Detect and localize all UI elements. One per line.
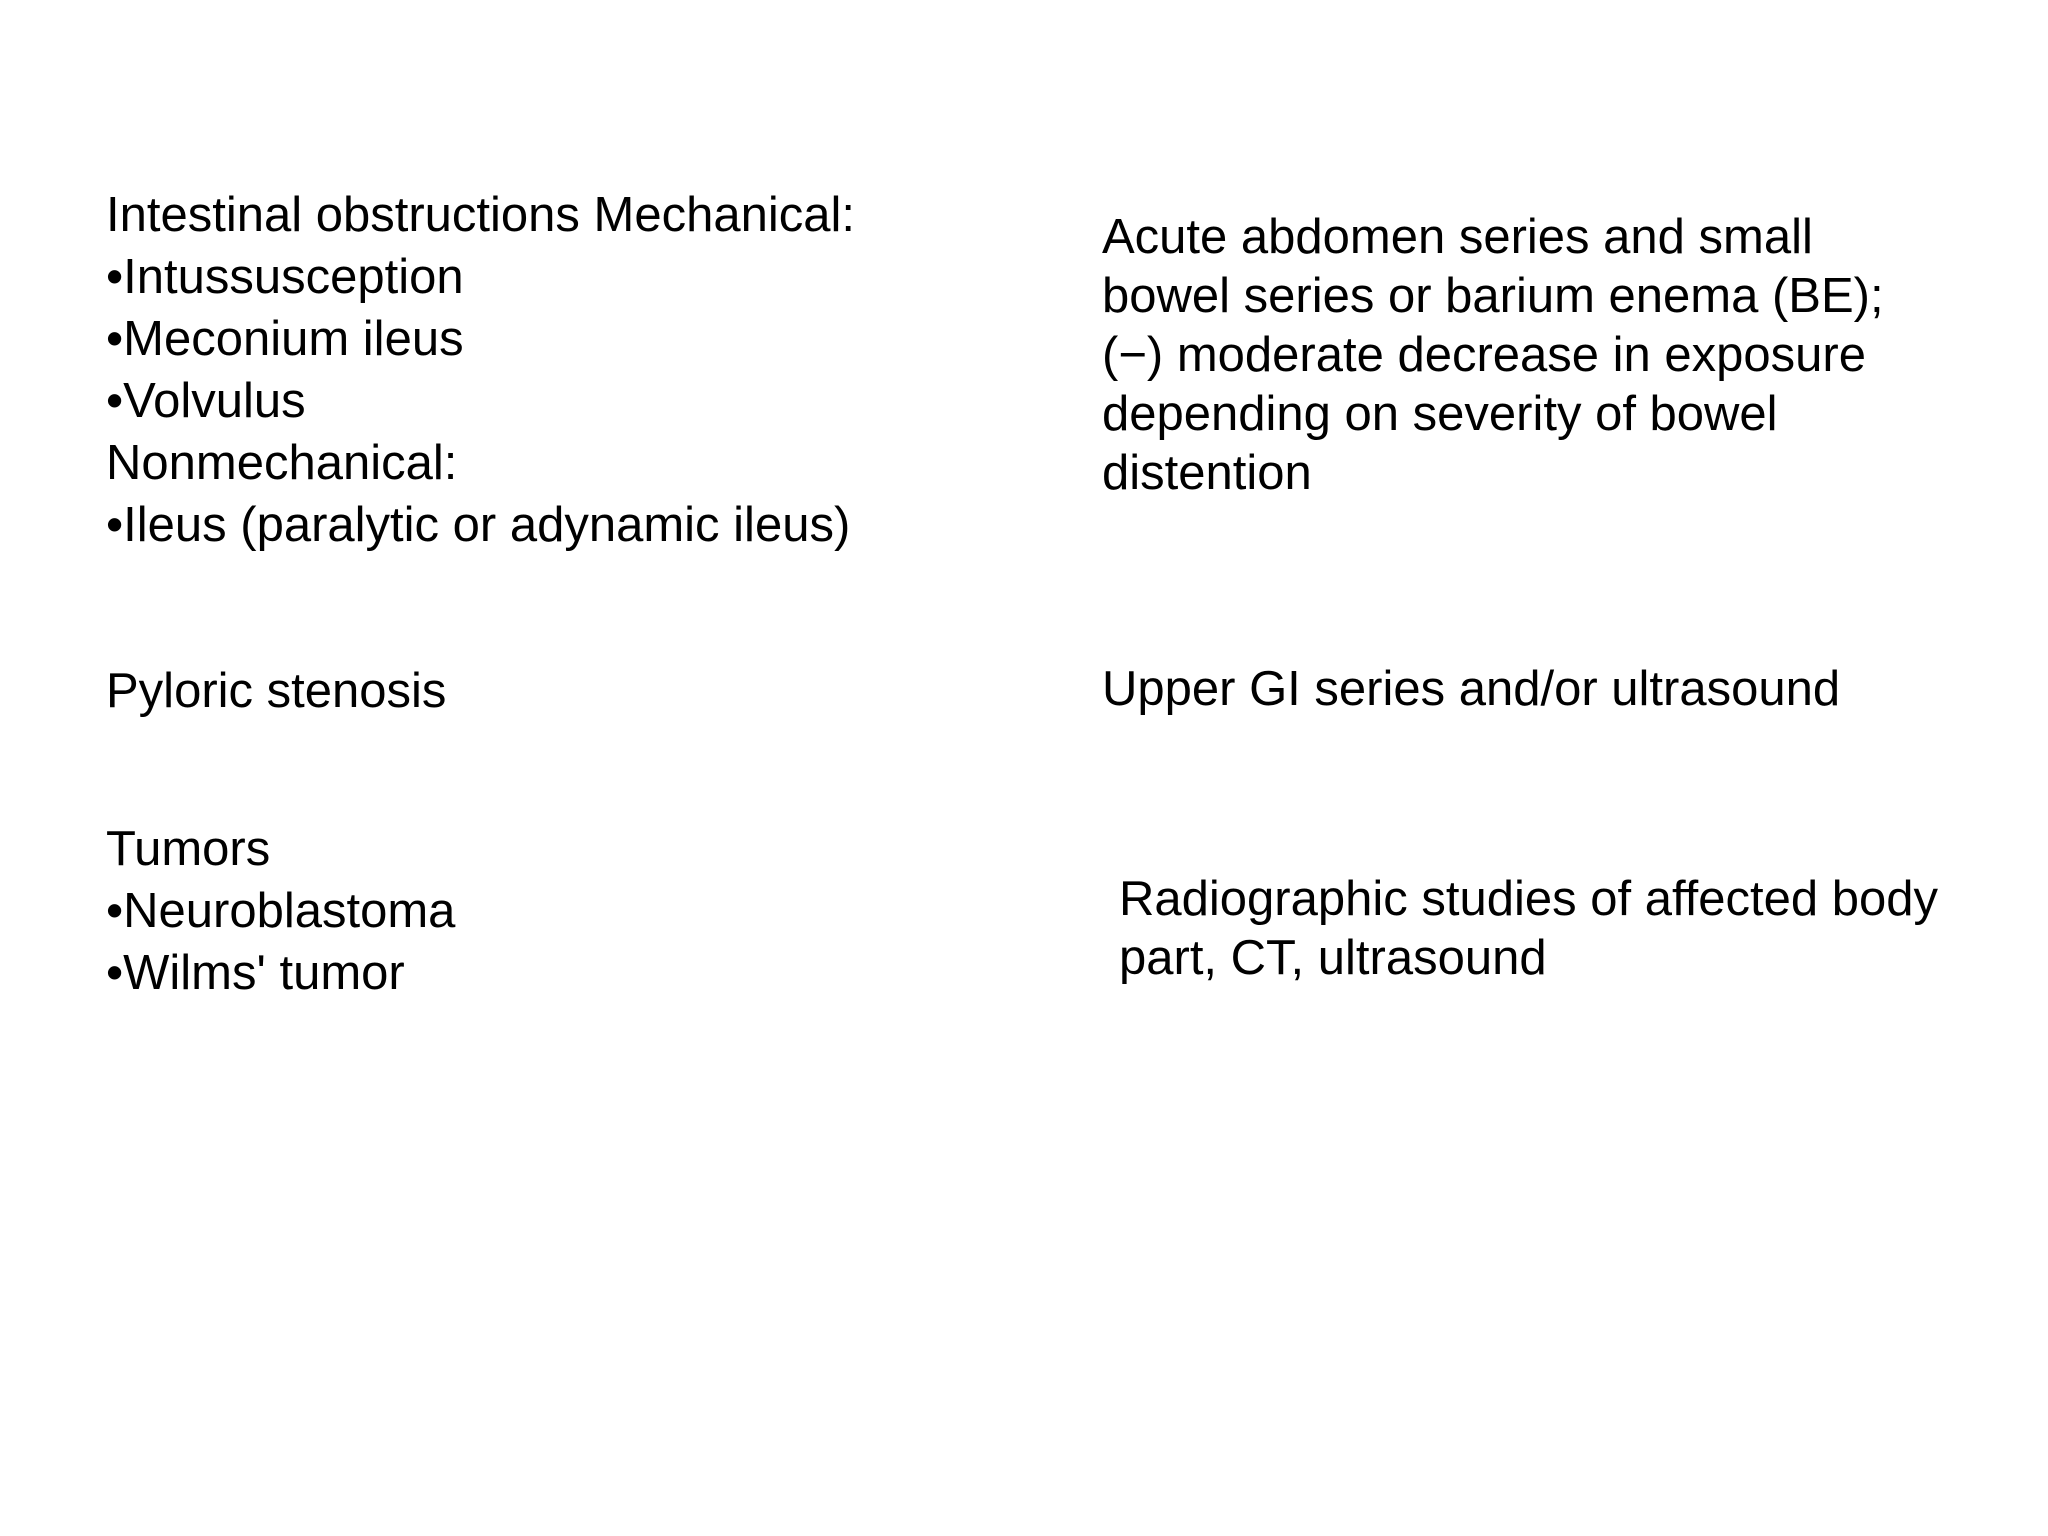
procedure-line: depending on severity of bowel — [1102, 387, 1778, 441]
procedure-line: Upper GI series and/or ultrasound — [1102, 662, 1841, 716]
procedure-line: Radiographic studies of affected body — [1119, 872, 1939, 926]
procedure-line: (−) moderate decrease in exposure — [1102, 328, 1866, 382]
condition-line: •Wilms' tumor — [106, 946, 405, 1000]
procedure-tumors — [1119, 870, 1938, 988]
procedure-pyloric-stenosis — [1102, 660, 1840, 719]
condition-line: Nonmechanical: — [106, 436, 458, 490]
condition-line: •Ileus (paralytic or adynamic ileus) — [106, 498, 851, 552]
procedure-line: bowel series or barium enema (BE); — [1102, 269, 1884, 323]
condition-line: Pyloric stenosis — [106, 664, 447, 718]
procedure-line: distention — [1102, 446, 1312, 500]
procedure-line: Acute abdomen series and small — [1102, 210, 1813, 264]
condition-line: •Neuroblastoma — [106, 884, 456, 938]
procedure-line: part, CT, ultrasound — [1119, 931, 1547, 985]
procedure-intestinal-obstructions — [1102, 208, 1884, 503]
condition-line: •Meconium ileus — [106, 312, 464, 366]
condition-line: •Volvulus — [106, 374, 306, 428]
condition-line: Intestinal obstructions Mechanical: — [106, 188, 855, 242]
condition-pyloric-stenosis — [106, 660, 446, 722]
condition-line: Tumors — [106, 822, 271, 876]
condition-line: •Intussusception — [106, 250, 464, 304]
condition-tumors — [106, 818, 455, 1004]
condition-intestinal-obstructions — [106, 184, 855, 556]
